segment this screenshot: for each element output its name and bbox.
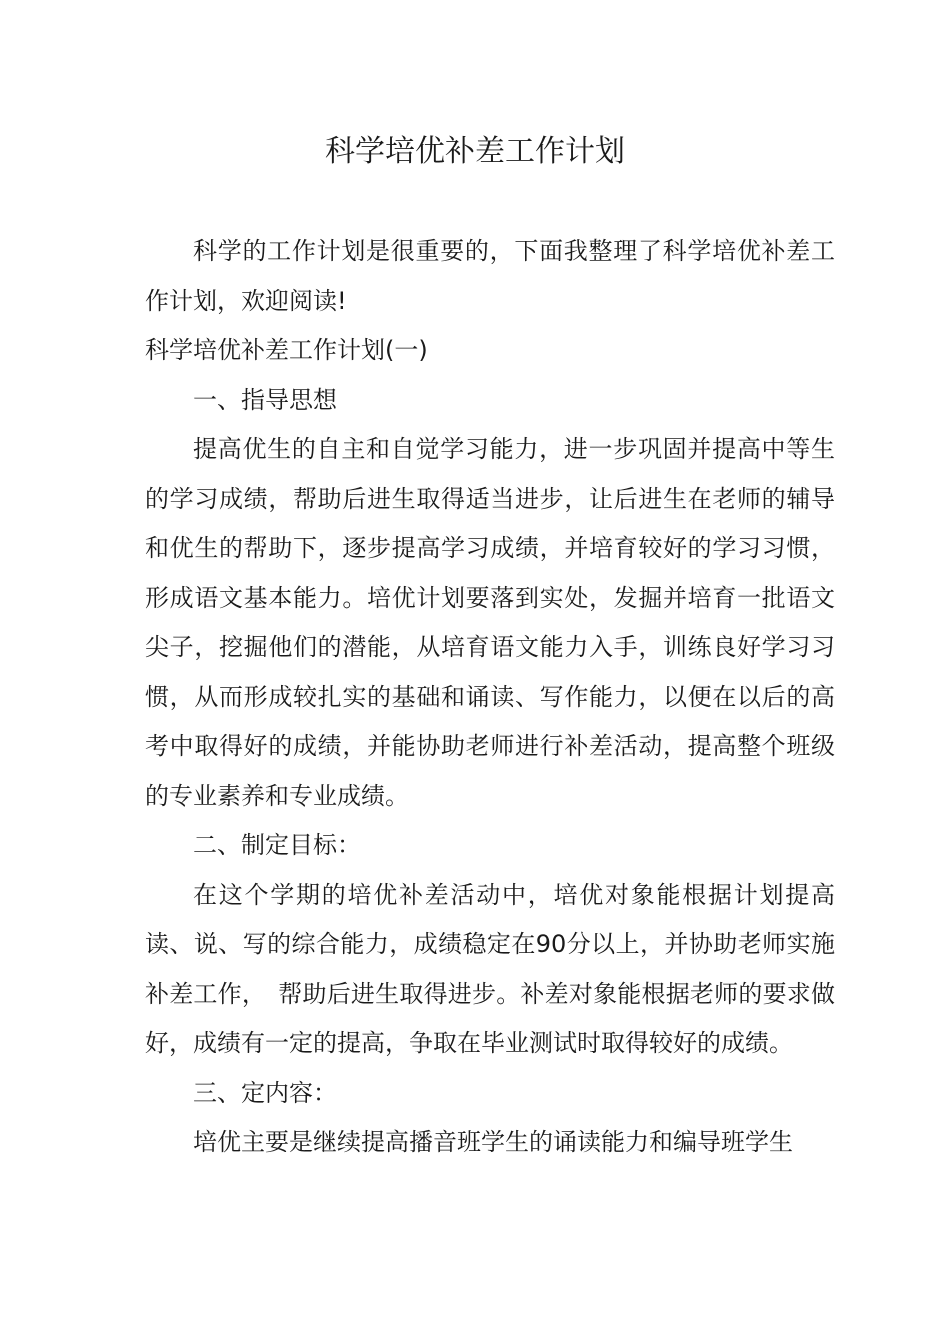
section-heading-guiding-ideology: 一、指导思想 (193, 385, 337, 414)
section-heading-set-content: 三、定内容： (193, 1078, 337, 1107)
document-body (145, 227, 835, 1168)
section-paragraph-set-content: 培优主要是继续提高播音班学生的诵读能力和编导班学生 (193, 1128, 793, 1156)
document-title: 科学培优补差工作计划 (325, 134, 625, 169)
intro-paragraph: 科学的工作计划是很重要的，下面我整理了科学培优补差工作计划，欢迎阅读! (145, 237, 835, 315)
plan-subtitle: 科学培优补差工作计划(一) (145, 336, 428, 364)
section-paragraph-guiding-ideology: 提高优生的自主和自觉学习能力，进一步巩固并提高中等生的学习成绩，帮助后进生取得适当进步，让后进生在老师的辅导和优生的帮助下，逐步提高学习成绩，并培育较好的学习习惯，形成语文基本能力。培优计划要落到实处，发掘并培育一批语文尖子，挖掘他们的潜能，从培育语文能力入手，训练良好学习习惯，从而形成较扎实的基础和诵读、写作能力，以便在以后的高考中取得好的成绩，并能协助老师进行补差活动，提高整个班级的专业素养和专业成绩。 (145, 435, 835, 810)
section-paragraph-set-goals: 在这个学期的培优补差活动中，培优对象能根据计划提高读、说、写的综合能力，成绩稳定在90分以上，并协助老师实施补差工作， 帮助后进生取得进步。补差对象能根据老师的要求做好，成绩有一定的提高，争取在毕业测试时取得较好的成绩。 (145, 880, 835, 1057)
section-heading-set-goals: 二、制定目标： (193, 831, 361, 859)
